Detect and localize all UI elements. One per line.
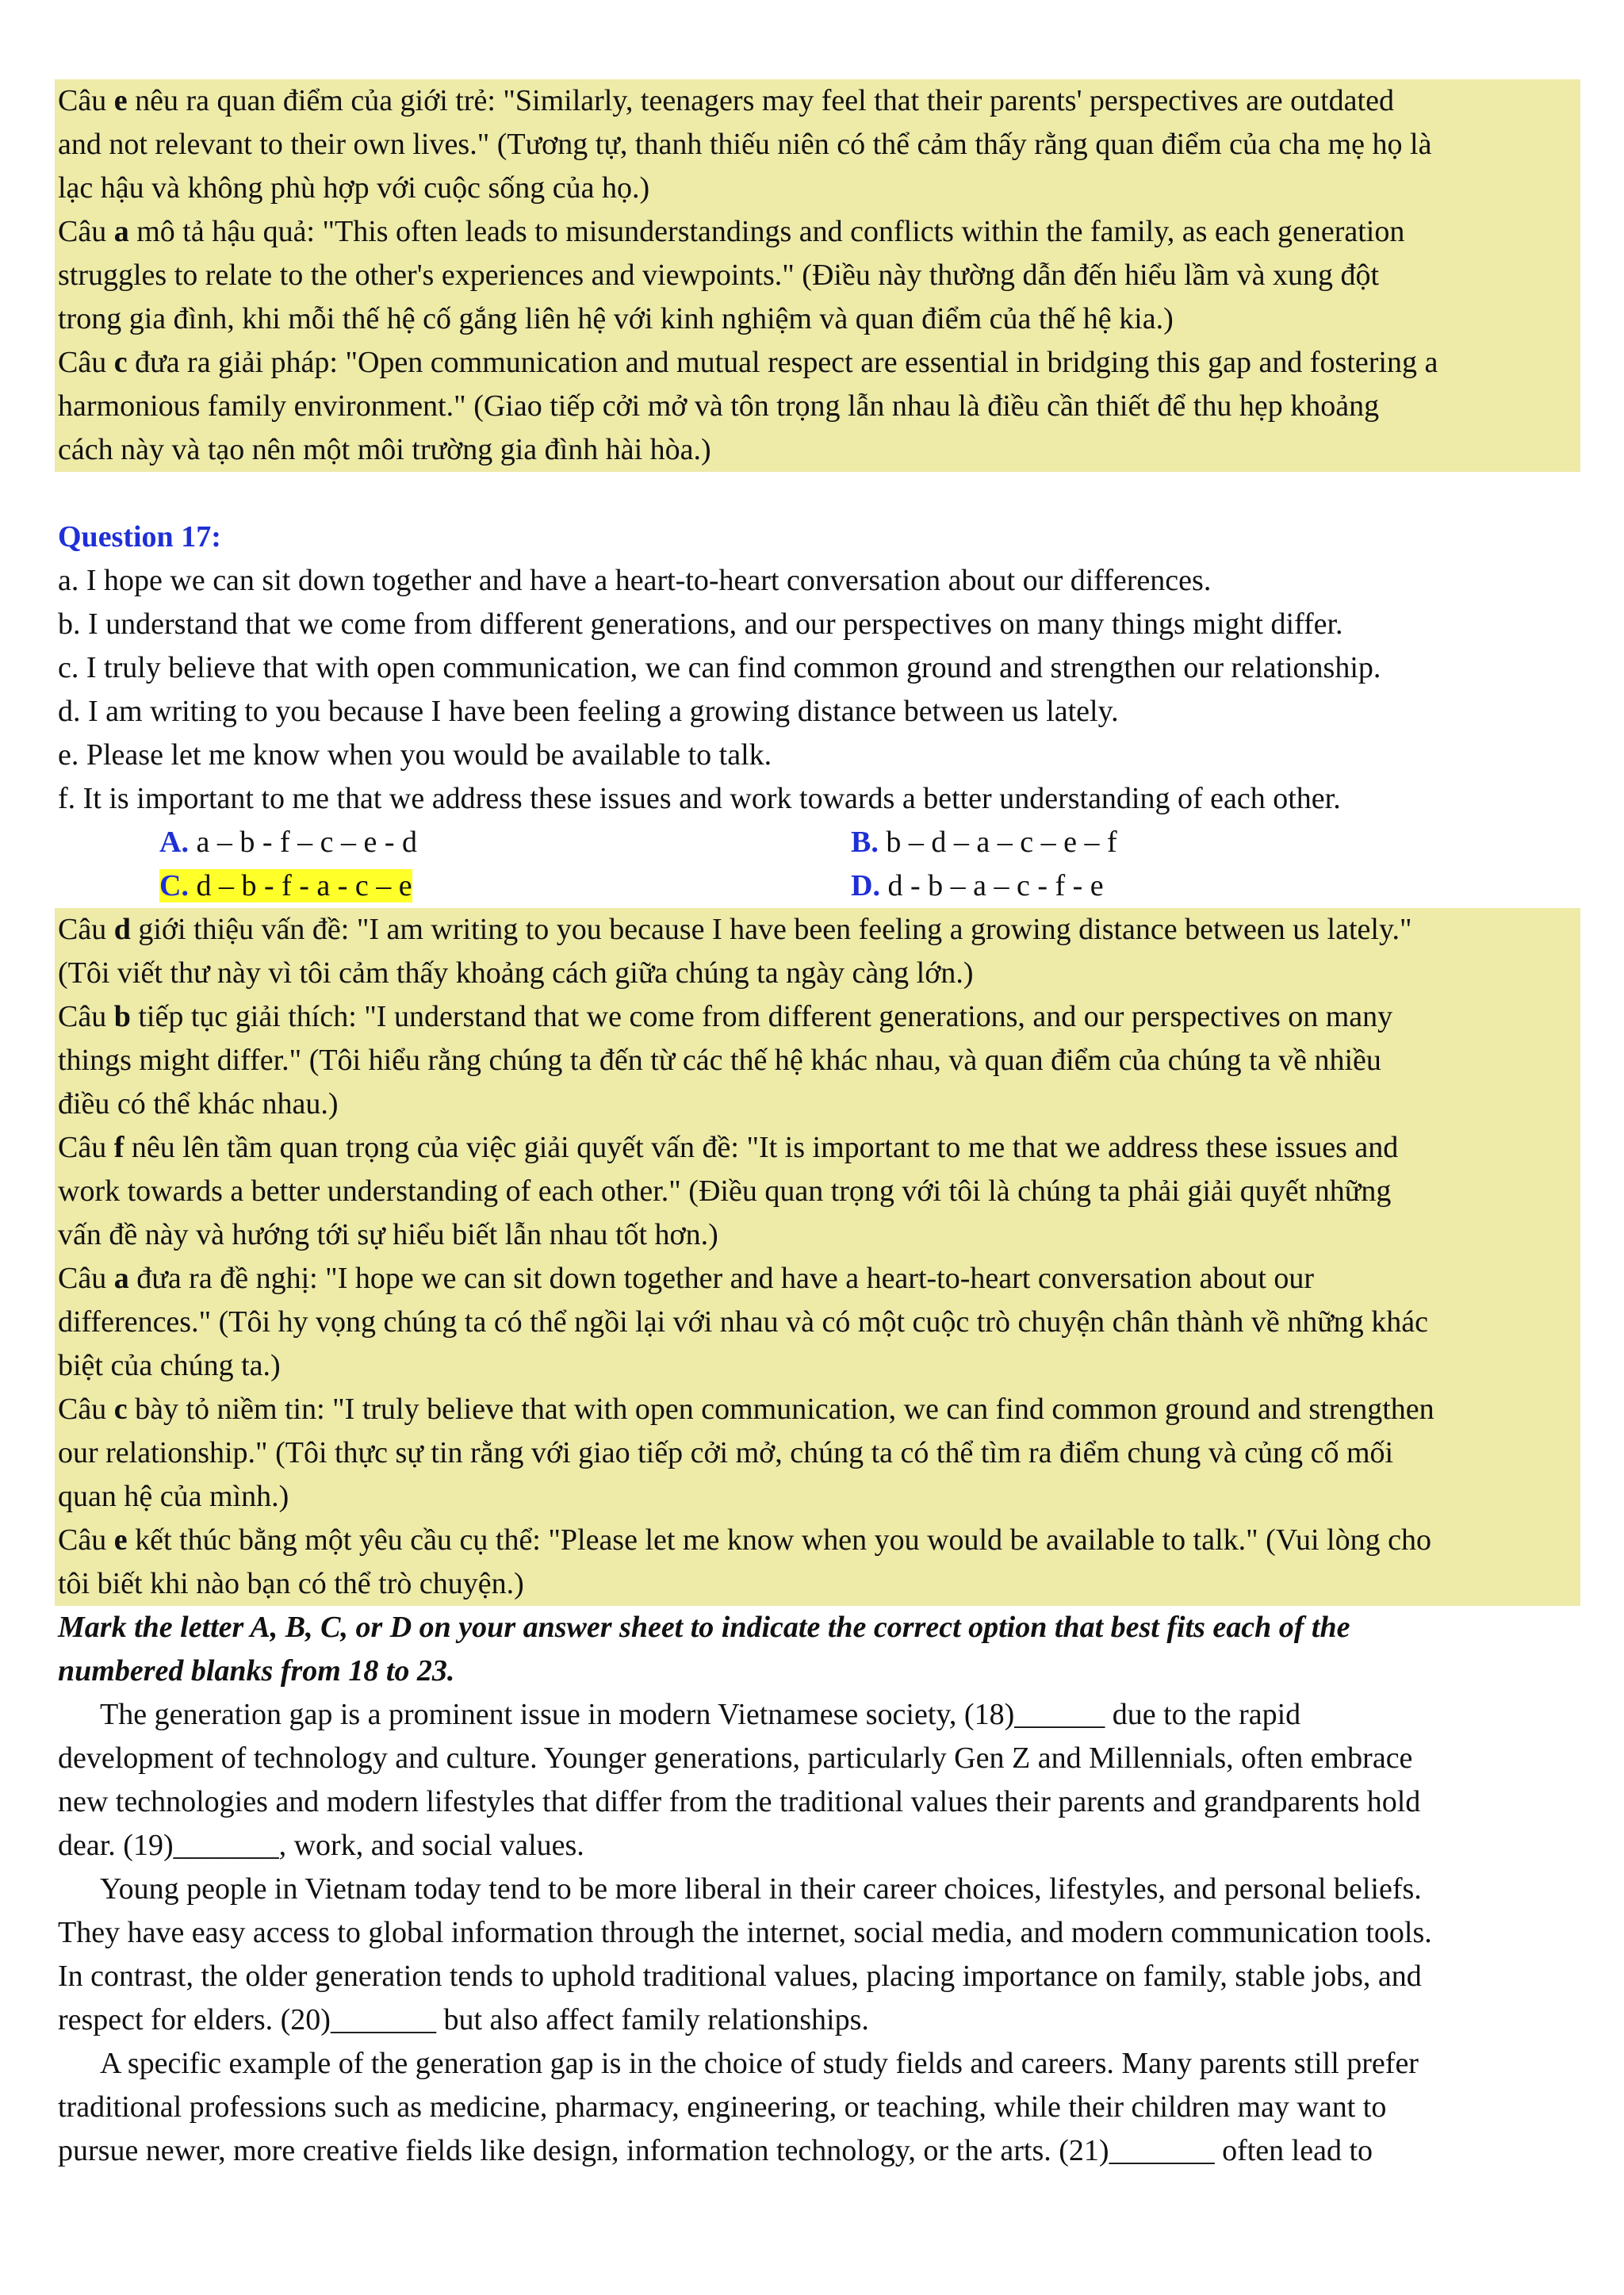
explanation-text: tiếp tục giải thích: "I understand that we come from different generations, and our perspectives on many	[130, 1000, 1393, 1033]
question-17-sentences	[58, 559, 1580, 821]
explanation-text: differences." (Tôi hy vọng chúng ta có thể ngồi lại với nhau và có một cuộc trò chuyện chân thành về những khác	[58, 1305, 1429, 1339]
passage-line: dear. (19)_______, work, and social values.	[58, 1829, 584, 1862]
explanation-text: giới thiệu vấn đề: "I am writing to you because I have been feeling a growing distance between us lately."	[130, 913, 1412, 946]
explanation-text: nêu lên tầm quan trọng của việc giải quyết vấn đề: "It is important to me that we address these issues and	[124, 1131, 1399, 1164]
option-d-letter: D.	[851, 869, 880, 902]
explanation-line	[58, 952, 1577, 995]
explanation-prefix: Câu	[58, 84, 114, 117]
passage-line: They have easy access to global information through the internet, social media, and modern communication tools.	[58, 1916, 1432, 1949]
option-c-text: d – b - f - a - c – e	[188, 869, 412, 902]
explanation-text: mô tả hậu quả: "This often leads to misunderstandings and conflicts within the family, as each generation	[128, 215, 1405, 248]
explanation-line	[58, 1344, 1577, 1388]
reading-passage	[58, 1693, 1580, 2173]
explanation-line	[58, 1170, 1577, 1213]
sentence-key: c	[113, 346, 128, 379]
option-a-text: a – b - f – c – e - d	[188, 826, 418, 859]
explanation-prefix: Câu	[58, 913, 114, 946]
document-page	[58, 79, 1580, 2173]
explanation-text: and not relevant to their own lives." (Tương tự, thanh thiếu niên có thể cảm thấy rằng quan điểm của cha mẹ họ là	[58, 128, 1432, 161]
passage-line: The generation gap is a prominent issue in modern Vietnamese society, (18)______ due to the rapid	[100, 1698, 1301, 1731]
explanation-prefix: Câu	[58, 1523, 114, 1557]
explanation-text: cách này và tạo nên một môi trường gia đình hài hòa.)	[58, 433, 711, 466]
explanation-prefix: Câu	[58, 346, 114, 379]
explanation-line	[58, 1082, 1577, 1126]
sentence-key: a	[113, 215, 129, 248]
explanation-text: struggles to relate to the other's experiences and viewpoints." (Điều này thường dẫn đến hiểu lầm và xung đột	[58, 259, 1380, 292]
options-row-1	[58, 821, 1580, 864]
explanation-text: harmonious family environment." (Giao tiếp cởi mở và tôn trọng lẫn nhau là điều cần thiết để thu hẹp khoảng	[58, 389, 1380, 423]
explanation-line	[58, 123, 1577, 167]
explanation-line	[58, 297, 1577, 341]
explanation-prefix: Câu	[58, 1000, 114, 1033]
instruction-line: Mark the letter A, B, C, or D on your answer sheet to indicate the correct option that best fits each of the	[58, 1611, 1350, 1644]
explanation-line	[58, 1126, 1577, 1170]
explanation-line	[58, 210, 1577, 254]
passage-line: development of technology and culture. Younger generations, particularly Gen Z and Millennials, often embrace	[58, 1741, 1413, 1775]
explanation-prefix: Câu	[58, 1131, 114, 1164]
spacer	[58, 472, 1580, 515]
explanation-line	[58, 385, 1577, 428]
option-b[interactable]	[851, 821, 1580, 864]
explanation-line	[58, 79, 1577, 123]
explanation-line	[58, 1562, 1577, 1606]
sentence-f: f. It is important to me that we address these issues and work towards a better understanding of each other.	[58, 782, 1341, 815]
sentence-key: c	[113, 1393, 128, 1426]
explanation-prefix: Câu	[58, 1393, 114, 1426]
explanation-text: our relationship." (Tôi thực sự tin rằng với giao tiếp cởi mở, chúng ta có thể tìm ra điểm chung và củng cố mối	[58, 1436, 1394, 1469]
passage-line: new technologies and modern lifestyles that differ from the traditional values their parents and grandparents hold	[58, 1785, 1421, 1818]
sentence-key: a	[113, 1262, 129, 1295]
explanation-line	[58, 908, 1577, 952]
passage-line: In contrast, the older generation tends to uphold traditional values, placing importance on family, stable jobs, and	[58, 1960, 1422, 1993]
option-c[interactable]	[58, 864, 851, 908]
explanation-line	[58, 1213, 1577, 1257]
explanation-text: bày tỏ niềm tin: "I truly believe that with open communication, we can find common ground and strengthen	[127, 1393, 1434, 1426]
option-a-letter: A.	[159, 826, 189, 859]
explanation-text: kết thúc bằng một yêu cầu cụ thể: "Please let me know when you would be available to talk." (Vui lòng cho	[127, 1523, 1431, 1557]
explanation-text: điều có thể khác nhau.)	[58, 1087, 339, 1121]
explanation-text: tôi biết khi nào bạn có thể trò chuyện.)	[58, 1567, 524, 1600]
explanation-text: biệt của chúng ta.)	[58, 1349, 281, 1382]
explanation-line	[58, 1301, 1577, 1344]
explanation-block-q17	[55, 908, 1580, 1606]
passage-line: Young people in Vietnam today tend to be more liberal in their career choices, lifestyles, and personal beliefs.	[100, 1872, 1422, 1906]
explanation-text: work towards a better understanding of each other." (Điều quan trọng với tôi là chúng ta phải giải quyết những	[58, 1174, 1392, 1208]
explanation-line	[58, 254, 1577, 297]
explanation-line	[58, 167, 1577, 210]
instruction-18-23	[58, 1606, 1580, 1693]
explanation-text: nêu ra quan điểm của giới trẻ: "Similarly, teenagers may feel that their parents' perspectives are outdated	[127, 84, 1394, 117]
passage-line: pursue newer, more creative fields like design, information technology, or the arts. (21)_______ often lead to	[58, 2134, 1373, 2167]
sentence-key: f	[113, 1131, 124, 1164]
option-b-text: b – d – a – c – e – f	[878, 826, 1117, 859]
explanation-line	[58, 1257, 1577, 1301]
sentence-d: d. I am writing to you because I have been feeling a growing distance between us lately.	[58, 695, 1119, 728]
sentence-e: e. Please let me know when you would be available to talk.	[58, 738, 772, 772]
sentence-key: e	[113, 1523, 128, 1557]
explanation-text: trong gia đình, khi mỗi thế hệ cố gắng liên hệ với kinh nghiệm và quan điểm của thế hệ kia.)	[58, 302, 1174, 335]
sentence-key: b	[113, 1000, 131, 1033]
sentence-b: b. I understand that we come from different generations, and our perspectives on many things might differ.	[58, 607, 1343, 641]
sentence-c: c. I truly believe that with open communication, we can find common ground and strengthen our relationship.	[58, 651, 1381, 684]
explanation-text: quan hệ của mình.)	[58, 1480, 289, 1513]
sentence-key: e	[113, 84, 128, 117]
explanation-text: đưa ra đề nghị: "I hope we can sit down together and have a heart-to-heart conversation about our	[128, 1262, 1315, 1295]
option-a[interactable]	[58, 821, 851, 864]
passage-line: traditional professions such as medicine, pharmacy, engineering, or teaching, while their children may want to	[58, 2090, 1387, 2124]
explanation-line	[58, 1039, 1577, 1082]
explanation-text: lạc hậu và không phù hợp với cuộc sống của họ.)	[58, 171, 650, 205]
explanation-line	[58, 428, 1577, 472]
explanation-line	[58, 341, 1577, 385]
option-b-letter: B.	[851, 826, 879, 859]
question-17-title: Question 17:	[58, 520, 221, 554]
instruction-line: numbered blanks from 18 to 23.	[58, 1654, 455, 1688]
passage-line: A specific example of the generation gap is in the choice of study fields and careers. Many parents still prefer	[100, 2047, 1419, 2080]
explanation-text: things might differ." (Tôi hiểu rằng chúng ta đến từ các thế hệ khác nhau, và quan điểm của chúng ta về nhiều	[58, 1044, 1381, 1077]
explanation-text: đưa ra giải pháp: "Open communication and mutual respect are essential in bridging this gap and fostering a	[127, 346, 1438, 379]
option-d[interactable]	[851, 864, 1580, 908]
explanation-text: (Tôi viết thư này vì tôi cảm thấy khoảng cách giữa chúng ta ngày càng lớn.)	[58, 956, 974, 990]
explanation-prefix: Câu	[58, 1262, 114, 1295]
explanation-text: vấn đề này và hướng tới sự hiểu biết lẫn nhau tốt hơn.)	[58, 1218, 718, 1251]
sentence-key: d	[113, 913, 131, 946]
sentence-a: a. I hope we can sit down together and have a heart-to-heart conversation about our differences.	[58, 564, 1212, 597]
explanation-line	[58, 1519, 1577, 1562]
explanation-line	[58, 1431, 1577, 1475]
explanation-block-q16	[55, 79, 1580, 472]
explanation-prefix: Câu	[58, 215, 114, 248]
explanation-line	[58, 1388, 1577, 1431]
explanation-line	[58, 1475, 1577, 1519]
option-d-text: d - b – a – c - f - e	[879, 869, 1104, 902]
passage-line: respect for elders. (20)_______ but also affect family relationships.	[58, 2003, 869, 2036]
explanation-line	[58, 995, 1577, 1039]
options-row-2	[58, 864, 1580, 908]
option-c-letter: C.	[159, 869, 189, 902]
